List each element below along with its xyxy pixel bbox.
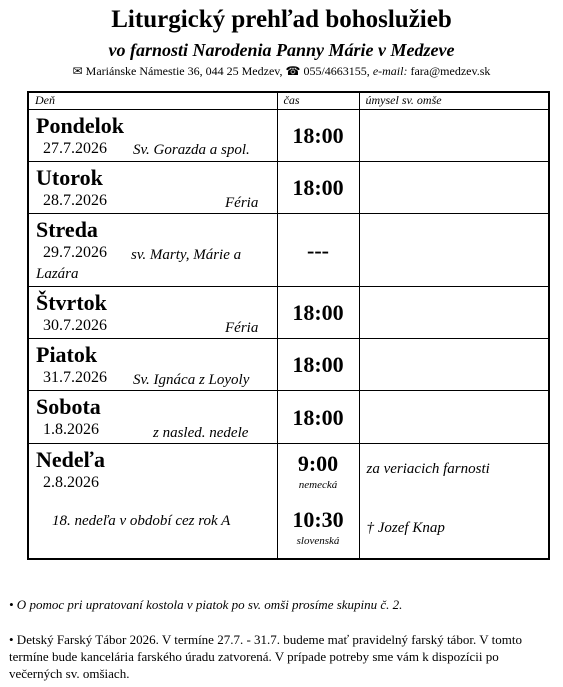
day-date: 29.7.2026: [43, 244, 107, 261]
intention-cell: [359, 391, 549, 444]
day-cell: [28, 162, 277, 214]
intention-cell: [359, 444, 549, 559]
mass-time: 18:00: [292, 123, 344, 148]
mass-language-1: nemecká: [298, 479, 338, 491]
mass-time: 18:00: [292, 300, 344, 325]
feast-name: sv. Marty, Márie a: [131, 247, 242, 263]
day-name: Štvrtok: [36, 290, 107, 315]
day-date: 2.8.2026: [43, 474, 99, 491]
time-cell: [277, 110, 359, 162]
mass-time: 18:00: [292, 175, 344, 200]
feast-name: Féria: [225, 195, 259, 211]
phone-text: 055/4663155,: [303, 64, 370, 78]
intention-cell: [359, 162, 549, 214]
day-date: 27.7.2026: [43, 140, 107, 157]
day-date: 31.7.2026: [43, 369, 107, 386]
day-cell: [28, 339, 277, 391]
schedule-table: [27, 91, 550, 560]
time-cell: [277, 391, 359, 444]
table-header-row: [28, 92, 549, 110]
day-date: 28.7.2026: [43, 192, 107, 209]
table-row: [28, 162, 549, 214]
time-cell: [277, 444, 359, 559]
day-name: Utorok: [36, 165, 103, 190]
time-cell: [277, 339, 359, 391]
feast-name: z nasled. nedele: [153, 425, 249, 441]
day-date: 30.7.2026: [43, 317, 107, 334]
header-time: čas: [277, 92, 359, 110]
day-name: Nedeľa: [36, 447, 105, 472]
envelope-icon: ✉: [72, 64, 83, 78]
day-cell: [28, 287, 277, 339]
mass-time-2: 10:30: [292, 507, 344, 532]
email-text[interactable]: fara@medzev.sk: [410, 64, 491, 78]
table-row: [28, 110, 549, 162]
intention-cell: [359, 214, 549, 287]
header-day: Deň: [28, 92, 277, 110]
day-cell: [28, 110, 277, 162]
address-text: Mariánske Námestie 36, 044 25 Medzev,: [85, 64, 283, 78]
time-cell: [277, 162, 359, 214]
intention-cell: [359, 110, 549, 162]
header-intention: úmysel sv. omše: [359, 92, 549, 110]
contact-line: [0, 64, 563, 79]
table-row: [28, 287, 549, 339]
day-name: Pondelok: [36, 113, 125, 138]
page-title: Liturgický prehľad bohoslužieb: [111, 6, 452, 33]
mass-time: 18:00: [292, 352, 344, 377]
sunday-note: 18. nedeľa v období cez rok A: [52, 513, 231, 529]
feast-name: Sv. Gorazda a spol.: [133, 142, 250, 158]
day-cell: [28, 391, 277, 444]
telephone-icon: ☎: [285, 64, 301, 78]
feast-name: Féria: [225, 320, 259, 336]
mass-time-1: 9:00: [297, 451, 339, 476]
note-cleaning: • O pomoc pri upratovaní kostola v piatok po sv. omši prosíme skupinu č. 2.: [9, 597, 403, 612]
time-cell: [277, 287, 359, 339]
intention-1: za veriacich farnosti: [366, 461, 490, 477]
day-cell: [28, 214, 277, 287]
day-date: 1.8.2026: [43, 421, 99, 438]
table-row: [28, 339, 549, 391]
feast-name-continued: Lazára: [36, 266, 79, 282]
email-label: e-mail:: [372, 64, 408, 78]
intention-cell: [359, 287, 549, 339]
feast-name: Sv. Ignáca z Loyoly: [133, 372, 250, 388]
table-row: [28, 214, 549, 287]
note-camp: • Detský Farský Tábor 2026. V termíne 27.7. - 31.7. budeme mať pravidelný farský tábor. V tomto termíne bude kancelária farského úradu zatvorená. V prípade potreby sme vám k dispozícii po večerných sv. omšiach.: [9, 632, 522, 681]
mass-time: ---: [307, 238, 329, 263]
page-subtitle: vo farnosti Narodenia Panny Márie v Medzeve: [108, 40, 455, 60]
mass-language-2: slovenská: [296, 535, 340, 547]
table-row: [28, 391, 549, 444]
day-name: Sobota: [36, 394, 101, 419]
table-row-sunday: [28, 444, 549, 559]
intention-2: † Jozef Knap: [366, 520, 445, 536]
day-name: Streda: [36, 217, 98, 242]
day-name: Piatok: [36, 342, 98, 367]
mass-time: 18:00: [292, 405, 344, 430]
day-cell: [28, 444, 277, 559]
intention-cell: [359, 339, 549, 391]
time-cell: [277, 214, 359, 287]
